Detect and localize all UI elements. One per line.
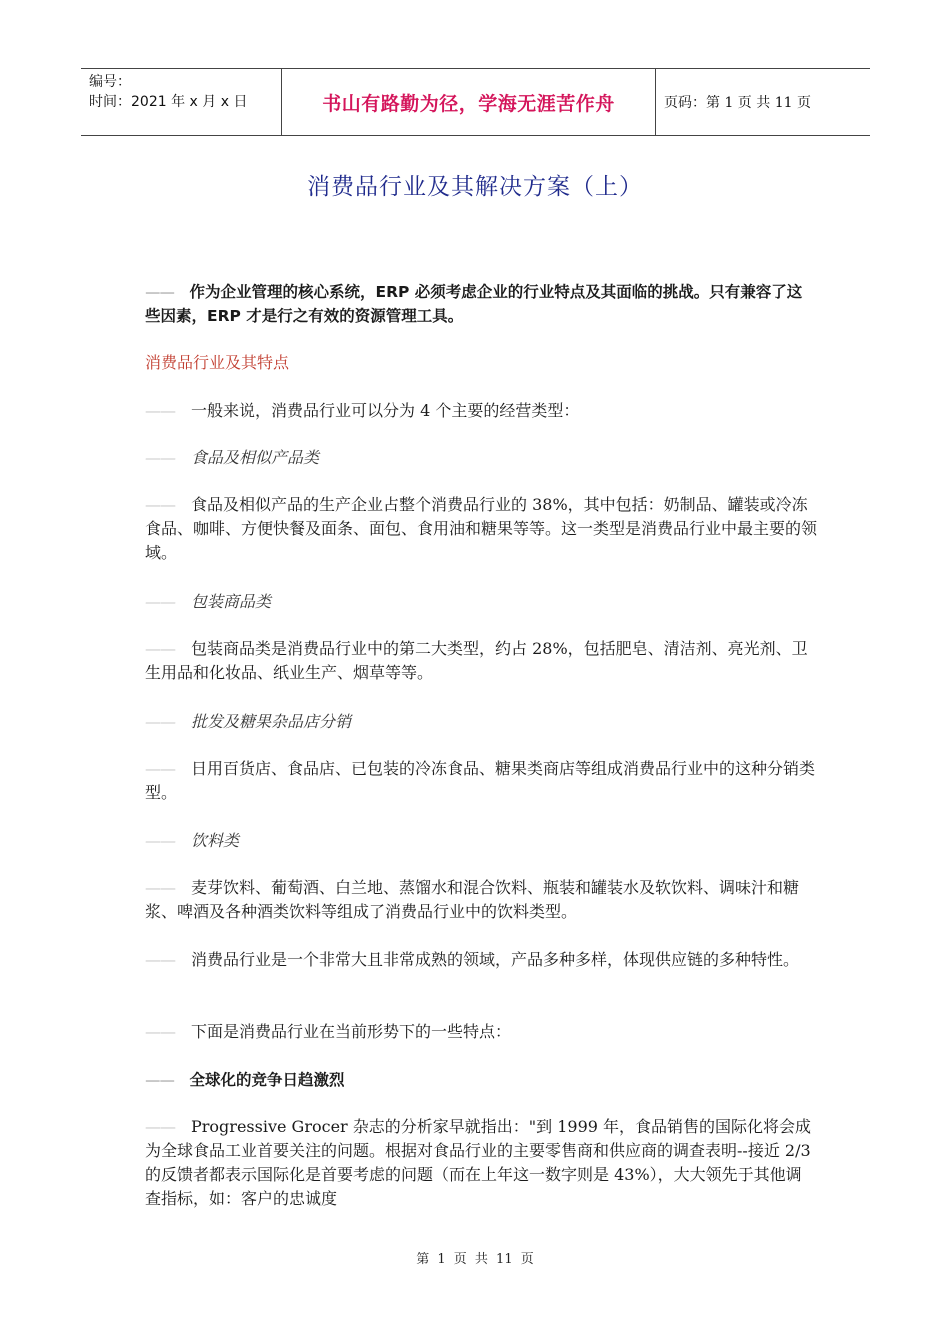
- section-heading-globalization-text: 全球化的竞争日趋激烈: [189, 1071, 345, 1089]
- subheading-wholesale-text: 批发及糖果杂品店分销: [191, 712, 352, 731]
- paragraph-categories-text: 一般来说，消费品行业可以分为 4 个主要的经营类型：: [191, 401, 580, 420]
- dash-marker: ——: [145, 592, 175, 611]
- paragraph-food: [145, 493, 817, 565]
- dash-marker: ——: [145, 759, 175, 778]
- subheading-wholesale: [145, 710, 817, 734]
- dash-marker: ——: [145, 639, 175, 658]
- paragraph-packaged: [145, 637, 817, 685]
- subheading-packaged-text: 包装商品类: [191, 592, 272, 611]
- paragraph-features-intro: [145, 1020, 817, 1044]
- paragraph-packaged-text: 包装商品类是消费品行业中的第二大类型，约占 28%，包括肥皂、清洁剂、亮光剂、卫生用品和化妆品、纸业生产、烟草等等。: [145, 639, 808, 682]
- dash-marker: ——: [145, 401, 175, 420]
- paragraph-globalization-text: Progressive Grocer 杂志的分析家早就指出："到 1999 年，食品销售的国际化将会成为全球食品工业首要关注的问题。根据对食品行业的主要零售商和供应商的调查表明--接近 2/3 的反馈者都表示国际化是首要考虑的问题（而在上年这一数字则是 43%），大大领先于其他调查指标，如：客户的忠诚度: [145, 1117, 812, 1208]
- header-meta: [81, 69, 281, 135]
- paragraph-categories: [145, 399, 817, 423]
- dash-marker: ——: [145, 831, 175, 850]
- subheading-packaged: [145, 590, 817, 614]
- paragraph-globalization: [145, 1115, 817, 1211]
- dash-marker: ——: [145, 448, 175, 467]
- paragraph-beverage: [145, 876, 817, 924]
- document-title: 消费品行业及其解决方案（上）: [307, 174, 643, 200]
- header-motto-cell: [281, 69, 656, 135]
- paragraph-food-text: 食品及相似产品的生产企业占整个消费品行业的 38%，其中包括：奶制品、罐装或冷冻食品、咖啡、方便快餐及面条、面包、食用油和糖果等等。这一类型是消费品行业中最主要的领域。: [145, 495, 818, 562]
- paragraph-maturity: [145, 948, 817, 972]
- dash-marker: ——: [145, 878, 175, 897]
- subheading-food: [145, 446, 817, 470]
- document-header: [81, 68, 870, 136]
- page-footer: 第 1 页 共 11 页: [416, 1252, 534, 1267]
- dash-marker: ——: [145, 1071, 174, 1089]
- document-number-label: 编号：: [89, 74, 131, 90]
- document-date-label: 时间：2021 年 x 月 x 日: [89, 94, 248, 110]
- dash-marker: ——: [145, 950, 175, 969]
- paragraph-wholesale: [145, 757, 817, 805]
- dash-marker: ——: [145, 712, 175, 731]
- dash-marker: ——: [145, 1117, 175, 1136]
- header-motto: 书山有路勤为径，学海无涯苦作舟: [322, 92, 615, 115]
- paragraph-maturity-text: 消费品行业是一个非常大且非常成熟的领域，产品多种多样，体现供应链的多种特性。: [191, 950, 800, 969]
- paragraph-wholesale-text: 日用百货店、食品店、已包装的冷冻食品、糖果类商店等组成消费品行业中的这种分销类型。: [145, 759, 816, 802]
- section-heading-globalization: [145, 1068, 817, 1092]
- paragraph-beverage-text: 麦芽饮料、葡萄酒、白兰地、蒸馏水和混合饮料、瓶装和罐装水及软饮料、调味汁和糖浆、啤酒及各种酒类饮料等组成了消费品行业中的饮料类型。: [145, 878, 800, 921]
- subheading-food-text: 食品及相似产品类: [191, 448, 320, 467]
- subheading-beverage: [145, 829, 817, 853]
- paragraph-features-intro-text: 下面是消费品行业在当前形势下的一些特点：: [191, 1022, 512, 1041]
- paragraph-intro: [145, 280, 817, 328]
- paragraph-intro-text: 作为企业管理的核心系统，ERP 必须考虑企业的行业特点及其面临的挑战。只有兼容了这些因素，ERP 才是行之有效的资源管理工具。: [145, 283, 803, 325]
- subheading-beverage-text: 饮料类: [191, 831, 240, 850]
- dash-marker: ——: [145, 495, 175, 514]
- dash-marker: ——: [145, 1022, 175, 1041]
- dash-marker: ——: [145, 283, 174, 301]
- section-heading-characteristics: 消费品行业及其特点: [145, 353, 290, 372]
- header-page-info: 页码：第 1 页 共 11 页: [664, 95, 811, 111]
